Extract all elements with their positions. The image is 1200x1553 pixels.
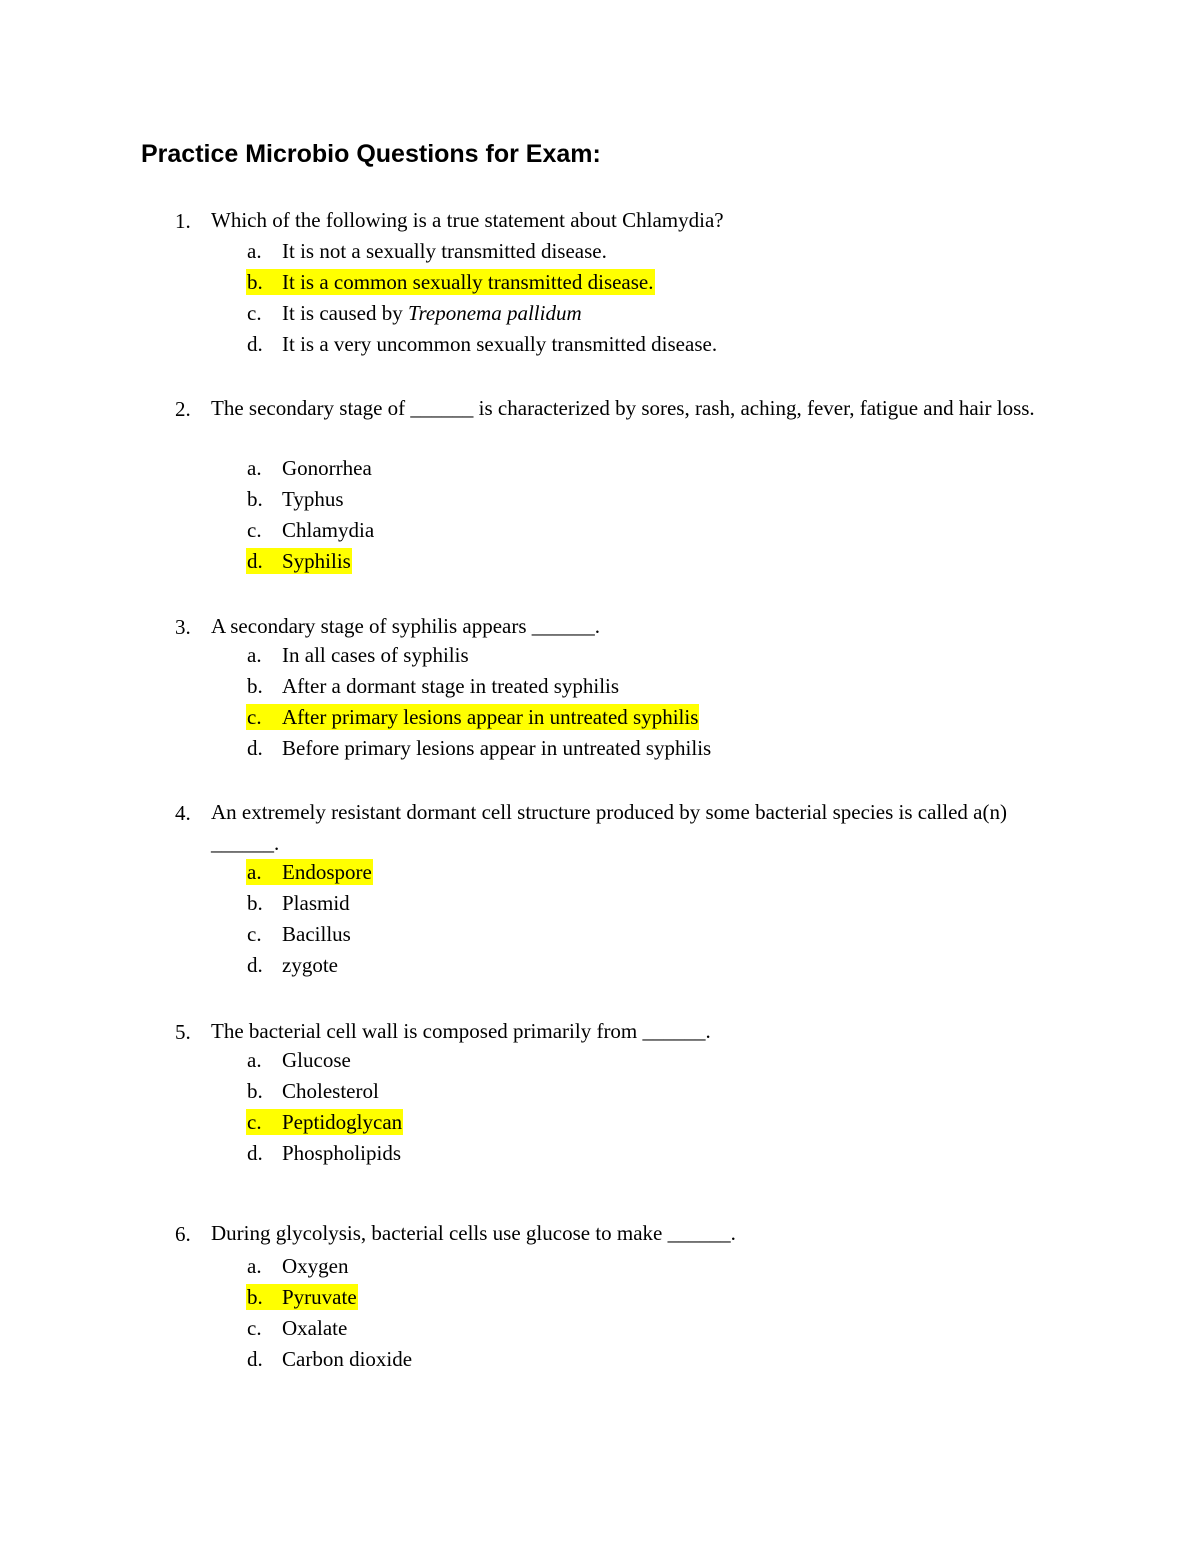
answer-option bbox=[246, 1140, 402, 1166]
option-letter: d. bbox=[247, 549, 263, 573]
answer-option bbox=[246, 921, 352, 947]
option-letter: b. bbox=[247, 674, 263, 698]
option-italic-text: Treponema pallidum bbox=[407, 301, 582, 325]
option-text: After primary lesions appear in untreated syphilis bbox=[282, 705, 699, 729]
answer-option bbox=[246, 952, 339, 978]
question-text: The secondary stage of ______ is characterized by sores, rash, aching, fever, fatigue and hair loss. bbox=[211, 396, 1035, 420]
question-number: 4. bbox=[175, 801, 191, 825]
option-letter: c. bbox=[247, 518, 262, 542]
question-text: During glycolysis, bacterial cells use glucose to make ______. bbox=[211, 1221, 736, 1245]
answer-option bbox=[246, 859, 373, 885]
answer-option bbox=[246, 548, 352, 574]
question-number: 6. bbox=[175, 1222, 191, 1246]
answer-option bbox=[246, 1109, 403, 1135]
option-text: Before primary lesions appear in untreated syphilis bbox=[282, 736, 712, 760]
option-text: Cholesterol bbox=[282, 1079, 379, 1103]
answer-option bbox=[246, 517, 375, 543]
answer-option bbox=[246, 1078, 380, 1104]
option-letter: c. bbox=[247, 1110, 262, 1134]
option-letter: b. bbox=[247, 1285, 263, 1309]
option-letter: a. bbox=[247, 1254, 262, 1278]
answer-option bbox=[246, 238, 608, 264]
answer-option bbox=[246, 486, 345, 512]
option-letter: b. bbox=[247, 487, 263, 511]
option-letter: b. bbox=[247, 1079, 263, 1103]
question-text: A secondary stage of syphilis appears ______. bbox=[211, 614, 601, 638]
option-text: Pyruvate bbox=[282, 1285, 357, 1309]
answer-option bbox=[246, 890, 351, 916]
option-text: It is a very uncommon sexually transmitted disease. bbox=[282, 332, 718, 356]
option-letter: d. bbox=[247, 1141, 263, 1165]
option-text: Bacillus bbox=[282, 922, 351, 946]
option-text: Endospore bbox=[282, 860, 372, 884]
option-text: It is a common sexually transmitted disease. bbox=[282, 270, 654, 294]
answer-option bbox=[246, 455, 373, 481]
question-number: 5. bbox=[175, 1020, 191, 1044]
option-letter: c. bbox=[247, 922, 262, 946]
answer-option bbox=[246, 1047, 352, 1073]
question-number: 1. bbox=[175, 209, 191, 233]
answer-option bbox=[246, 300, 583, 326]
option-text: Phospholipids bbox=[282, 1141, 402, 1165]
answer-option bbox=[246, 1284, 358, 1310]
answer-option bbox=[246, 704, 699, 730]
option-text: It is caused by bbox=[282, 301, 408, 325]
answer-option bbox=[246, 1253, 350, 1279]
question-number: 2. bbox=[175, 397, 191, 421]
option-letter: c. bbox=[247, 705, 262, 729]
option-text: It is not a sexually transmitted disease. bbox=[282, 239, 607, 263]
option-text: In all cases of syphilis bbox=[282, 643, 469, 667]
answer-option bbox=[246, 735, 712, 761]
option-letter: d. bbox=[247, 332, 263, 356]
option-letter: d. bbox=[247, 953, 263, 977]
option-letter: c. bbox=[247, 301, 262, 325]
answer-option bbox=[246, 1346, 413, 1372]
option-text: Gonorrhea bbox=[282, 456, 372, 480]
option-letter: a. bbox=[247, 239, 262, 263]
question-text: The bacterial cell wall is composed primarily from ______. bbox=[211, 1019, 711, 1043]
option-text: zygote bbox=[282, 953, 338, 977]
answer-option bbox=[246, 673, 620, 699]
option-text: Peptidoglycan bbox=[282, 1110, 403, 1134]
option-text: Chlamydia bbox=[282, 518, 375, 542]
question-number: 3. bbox=[175, 615, 191, 639]
option-letter: b. bbox=[247, 891, 263, 915]
option-letter: b. bbox=[247, 270, 263, 294]
option-text: Syphilis bbox=[282, 549, 351, 573]
option-letter: a. bbox=[247, 643, 262, 667]
option-text: Oxygen bbox=[282, 1254, 349, 1278]
option-text: Typhus bbox=[282, 487, 344, 511]
option-letter: d. bbox=[247, 1347, 263, 1371]
option-text: Plasmid bbox=[282, 891, 350, 915]
option-text: Oxalate bbox=[282, 1316, 348, 1340]
option-text: Glucose bbox=[282, 1048, 351, 1072]
option-text: After a dormant stage in treated syphilis bbox=[282, 674, 620, 698]
question-text: Which of the following is a true statement about Chlamydia? bbox=[211, 208, 724, 232]
answer-option bbox=[246, 642, 470, 668]
answer-option bbox=[246, 269, 655, 295]
page-title: Practice Microbio Questions for Exam: bbox=[141, 140, 601, 168]
option-letter: c. bbox=[247, 1316, 262, 1340]
option-letter: a. bbox=[247, 1048, 262, 1072]
option-letter: a. bbox=[247, 860, 262, 884]
option-letter: a. bbox=[247, 456, 262, 480]
answer-option bbox=[246, 331, 718, 357]
option-text: Carbon dioxide bbox=[282, 1347, 413, 1371]
question-text: An extremely resistant dormant cell structure produced by some bacterial species is called a(n) ______. bbox=[211, 800, 1007, 855]
option-letter: d. bbox=[247, 736, 263, 760]
answer-option bbox=[246, 1315, 348, 1341]
